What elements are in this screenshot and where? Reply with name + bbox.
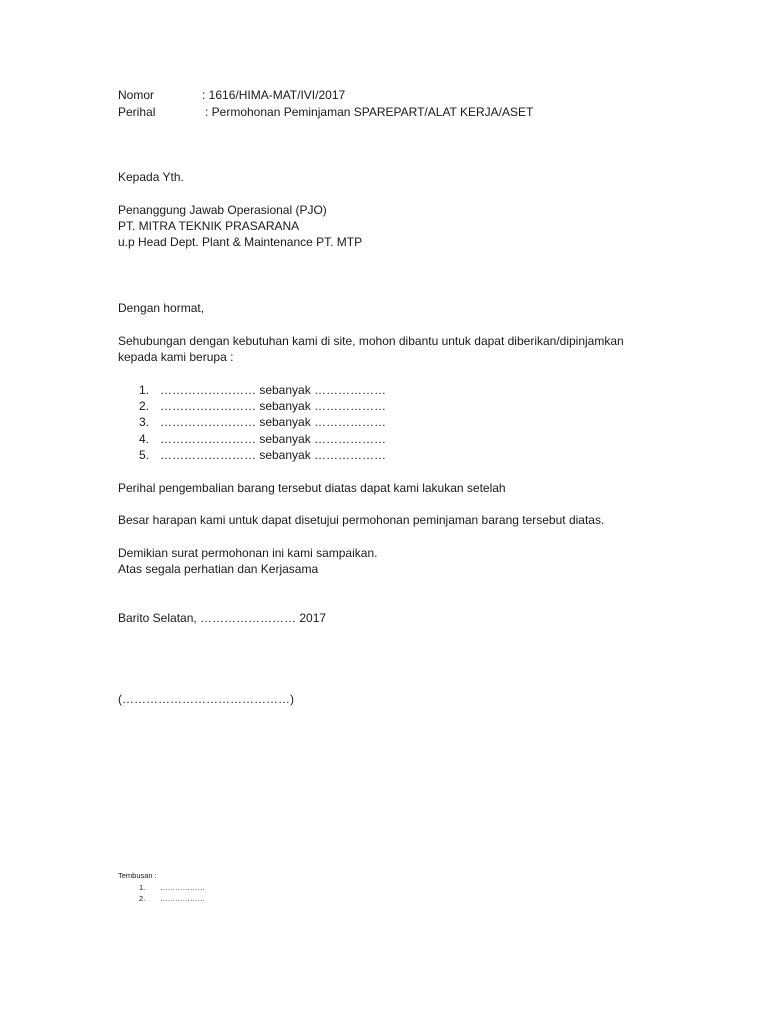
kepada-yth: Kepada Yth. <box>118 170 184 184</box>
intro-line-2: kepada kami berupa : <box>118 350 234 364</box>
nomor-value: : 1616/HIMA-MAT/IVI/2017 <box>202 88 346 102</box>
tembusan-item-number: 1. <box>139 883 146 892</box>
list-item-text: …………………… sebanyak ……………… <box>160 399 387 413</box>
list-item-text: …………………… sebanyak ……………… <box>160 415 387 429</box>
list-item-number: 4. <box>139 432 150 446</box>
tembusan-item-number: 2. <box>139 894 146 903</box>
place-date: Barito Selatan, …………………… 2017 <box>118 611 327 625</box>
list-item-number: 3. <box>139 415 150 429</box>
nomor-label: Nomor <box>118 88 155 102</box>
recipient-line-3: u.p Head Dept. Plant & Maintenance PT. MTP <box>118 235 363 249</box>
list-item-number: 1. <box>139 383 150 397</box>
tembusan-item-text: ……………… <box>160 894 205 903</box>
list-item-text: …………………… sebanyak ……………… <box>160 432 387 446</box>
closing-line-1: Demikian surat permohonan ini kami sampaikan. <box>118 546 378 560</box>
hope-paragraph: Besar harapan kami untuk dapat disetujui permohonan peminjaman barang tersebut diatas. <box>118 513 605 527</box>
intro-line-1: Sehubungan dengan kebutuhan kami di site, mohon dibantu untuk dapat diberikan/dipinjamkan <box>118 334 624 348</box>
return-paragraph: Perihal pengembalian barang tersebut diatas dapat kami lakukan setelah <box>118 481 506 495</box>
tembusan-label: Tembusan : <box>118 871 157 880</box>
signature-name-placeholder: (……………………………………) <box>118 692 294 706</box>
perihal-value: : Permohonan Peminjaman SPAREPART/ALAT KERJA/ASET <box>205 105 534 119</box>
perihal-label: Perihal <box>118 105 156 119</box>
list-item-text: …………………… sebanyak ……………… <box>160 383 387 397</box>
recipient-line-1: Penanggung Jawab Operasional (PJO) <box>118 203 327 217</box>
closing-line-2: Atas segala perhatian dan Kerjasama <box>118 562 319 576</box>
recipient-line-2: PT. MITRA TEKNIK PRASARANA <box>118 219 300 233</box>
list-item-number: 5. <box>139 448 150 462</box>
tembusan-item-text: ……………… <box>160 883 205 892</box>
salutation: Dengan hormat, <box>118 301 205 315</box>
list-item-number: 2. <box>139 399 150 413</box>
list-item-text: …………………… sebanyak ……………… <box>160 448 387 462</box>
